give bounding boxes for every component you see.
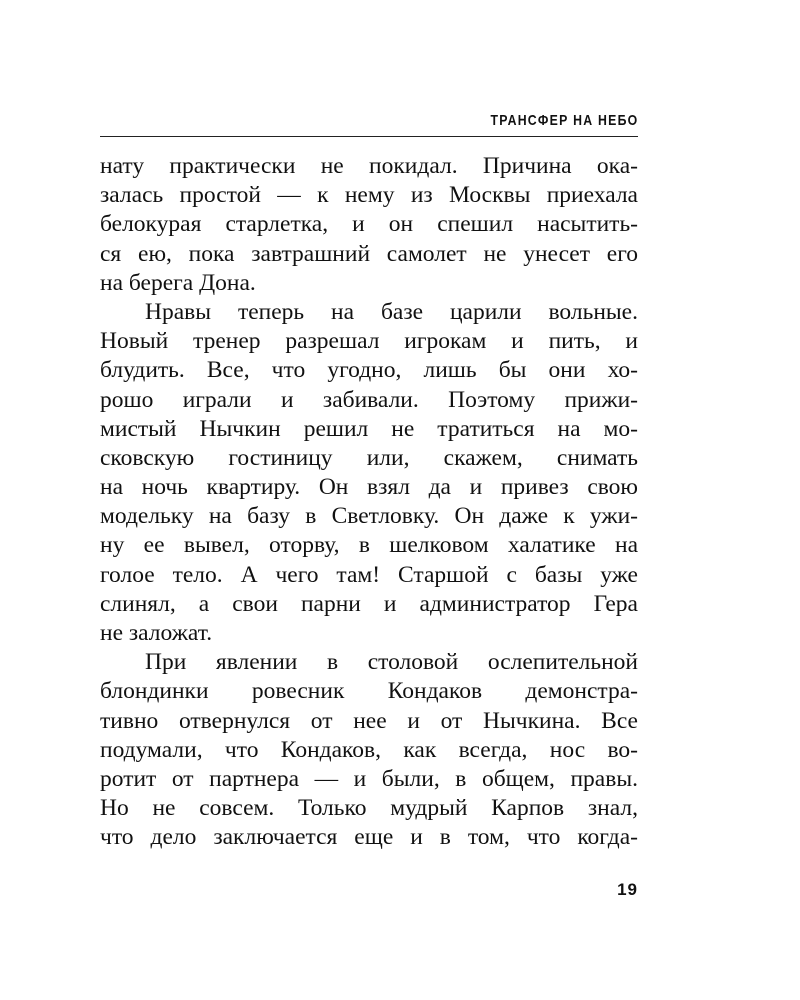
text-line: блондинки ровесник Кондаков демонстра- [100,678,638,705]
text-line: Но не совсем. Только мудрый Карпов знал, [100,795,638,822]
body-text [100,152,638,853]
text-line: блудить. Все, что угодно, лишь бы они хо- [100,357,638,384]
text-line: рошо играли и забивали. Поэтому прижи- [100,386,638,413]
text-line: подумали, что Кондаков, как всегда, нос во- [100,736,638,763]
text-line: не заложат. [100,620,213,646]
text-line: мистый Нычкин решил не тратиться на мо- [100,415,638,442]
text-line: ну ее вывел, оторву, в шелковом халатике на [100,532,638,559]
text-line: Новый тренер разрешал игрокам и пить, и [100,328,638,355]
text-line: залась простой — к нему из Москвы приехала [100,182,638,209]
text-line: нату практически не покидал. Причина ока- [100,153,638,179]
text-line: белокурая старлетка, и он спешил насытить- [100,211,638,238]
book-title: ТРАНСФЕР НА НЕБО [490,112,638,129]
text-line: что дело заключается еще и в том, что когда- [100,824,638,851]
text-line: на берега Дона. [100,269,256,296]
page-number: 19 [617,880,638,899]
text-line: модельку на базу в Светловку. Он даже к ужи- [100,503,638,530]
text-line: слинял, а свои парни и администратор Гера [100,590,638,617]
running-header [100,110,638,137]
text-line: сковскую гостиницу или, скажем, снимать [100,444,638,471]
text-line: голое тело. А чего там! Старшой с базы уже [100,561,638,588]
text-line: ся ею, пока завтрашний самолет не унесет его [100,240,638,267]
text-line: на ночь квартиру. Он взял да и привез свою [100,474,638,501]
text-line: При явлении в столовой ослепительной [145,649,638,676]
text-line: ротит от партнера — и были, в общем, правы. [100,765,638,792]
text-line: тивно отвернулся от нее и от Нычкина. Все [100,707,638,734]
text-line: Нравы теперь на базе царили вольные. [145,298,638,325]
